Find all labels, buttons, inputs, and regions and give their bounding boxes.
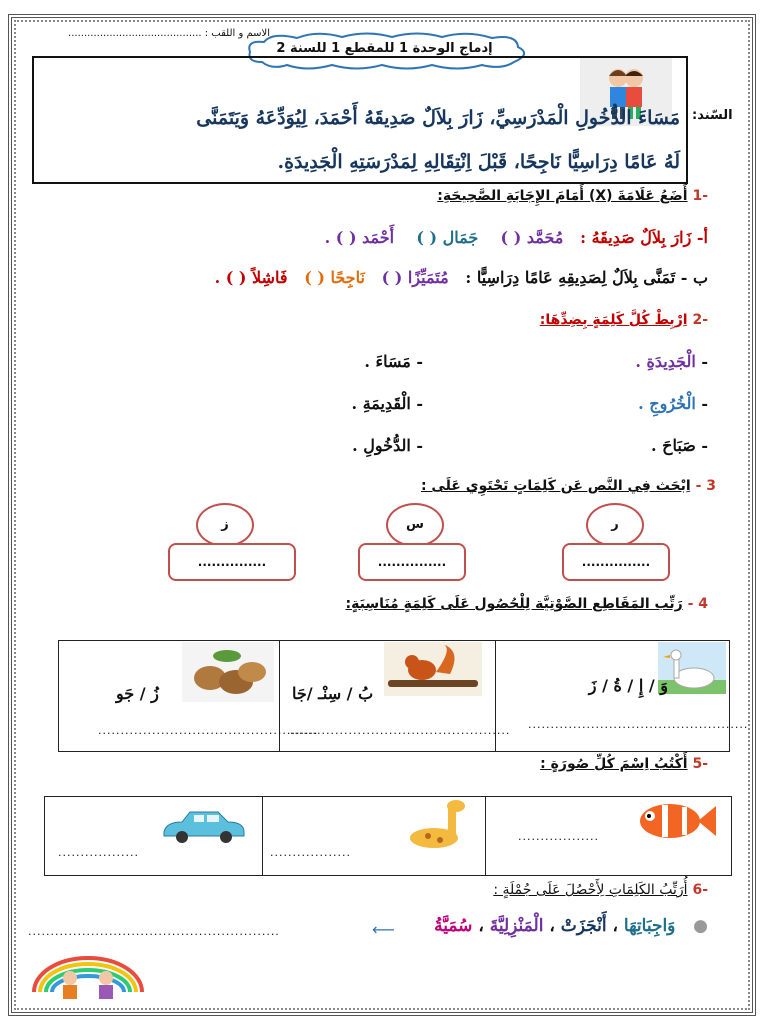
q4-title: 4 - رَتِّب المَقَاطِع الصَّوْتِيَّة لِلْحُصُول عَلَى كَلِمَةٍ مُنَاسِبَةٍ: [345,596,708,612]
q2-left-1[interactable]: - الْجَدِيدَةِ . [635,352,708,371]
syllables-walnut: زُ / جَو [116,684,159,703]
q1-a-row [325,228,708,247]
passage-label: السّند: [692,108,733,123]
q1-a-option-2[interactable]: جَمَال ( ) [416,228,479,247]
q5-answer-fish[interactable]: .................. [518,830,599,843]
car-image [160,810,248,844]
q1-a-option-3[interactable]: أَحْمَد ( ) . [324,228,395,247]
syllables-squirrel: بُ / سِنْـ /جَا [292,684,374,703]
letter-bubble-zay: ز [196,503,254,547]
q4-answer-walnut[interactable]: ................................................. [98,724,319,737]
q4-number: 4 - [687,596,708,612]
q2-left-3[interactable]: - صَبَاحَ . [651,436,708,455]
q1-a-prompt: أ- زَارَ بِلاَلٌ صَدِيقَهُ : [580,228,708,247]
q5-answer-car[interactable]: .................. [58,846,139,859]
q2-right-1[interactable]: - مَسَاءَ . [364,352,423,371]
q6-title: -6 أُرَتِّبُ الكَلِمَاتِ لِأَحْصُلَ عَلَى جُمْلَةٍ : [493,882,708,898]
q2-right-2[interactable]: - الْقَدِيمَةِ . [351,394,423,413]
letter-bubble-ra: ر [586,503,644,547]
giraffe-image [394,798,478,856]
q1-b-option-3[interactable]: فَاشِلاً ( ) . [214,268,288,287]
bullet-icon: ● [693,916,708,936]
goose-image [658,642,726,694]
q3-number: 3 - [695,478,716,494]
kids-rainbow-image [26,952,150,1002]
name-field-label[interactable]: الاسم و اللقب : .......................................... [68,28,270,39]
q5-title: -5 أَكْتُبُ اِسْمَ كُلِّ صُورَةٍ : [540,756,708,772]
q4-answer-goose[interactable]: ................................................. [528,718,749,731]
q2-left-2[interactable]: - الْخُرُوجِ . [638,394,708,413]
q6-words-row: ● وَاجِبَاتِهَا ، أَنْجَزَتْ ، الْمَنْزِلِيَّةَ ، سُمَيَّةُ [434,916,708,936]
q6-word-4: سُمَيَّةُ [434,916,473,936]
answer-box-sin[interactable]: ............... [358,543,466,581]
passage-line-2: لَهُ عَامًا دِرَاسِيًّا نَاجِحًا، قَبْلَ اِنْتِقَالِهِ لِمَدْرَسَتِهِ الْجَدِيدَةِ. [277,151,680,173]
fish-image [632,798,718,844]
squirrel-image [384,642,482,696]
q6-answer-line[interactable]: ........................................................ [28,925,280,938]
q6-word-1: وَاجِبَاتِهَا [623,916,676,936]
q1-b-prompt: ب - تَمَنَّى بِلاَلٌ لِصَدِيقِهِ عَامًا دِرَاسِيًّا : [465,268,708,287]
q6-word-2: أَنْجَزَتْ [560,916,607,936]
q1-title: -1 أَضَعُ عَلَامَةَ (X) أَمَامَ الإِجَابَةِ الصَّحِيحَةِ: [437,188,708,204]
q1-b-row [215,268,708,287]
passage-text [40,96,680,184]
q1-a-option-1[interactable]: مُحَمَّد ( ) [500,228,564,247]
left-arrow-icon: ⟵ [372,920,395,939]
q6-word-3: الْمَنْزِلِيَّةَ [489,916,544,936]
q4-answer-squirrel[interactable]: ................................................. [290,724,511,737]
walnut-image [182,642,274,702]
answer-box-zay[interactable]: ............... [168,543,296,581]
q5-answer-giraffe[interactable]: .................. [270,846,351,859]
q1-b-option-2[interactable]: نَاجِحًا ( ) [304,268,365,287]
q1-number: -1 [692,188,708,204]
passage-line-1: مَسَاءَ الدُّخُولِ الْمَدْرَسِيِّ، زَارَ بِلاَلٌ صَدِيقَهُ أَحْمَدَ، لِيُوَدِّعَهُ وَيَتَمَنَّى [196,107,680,129]
letter-bubble-sin: س [386,503,444,547]
q2-title: -2 اِرْبِطْ كُلَّ كَلِمَةٍ بِضِدِّهَا: [539,312,708,328]
q6-number: -6 [692,882,708,898]
answer-box-ra[interactable]: ............... [562,543,670,581]
cloud-title: إدماج الوحدة 1 للمقطع 1 للسنة 2 [276,41,493,56]
q5-number: -5 [692,756,708,772]
q1-b-option-1[interactable]: مُتَمَيِّزًا ( ) [381,268,449,287]
q5-table [44,796,732,876]
q3-title: 3 - اِبْحَث فِي النَّص عَن كَلِمَاتٍ تَحْتَوِي عَلَى : [420,478,716,494]
q2-right-3[interactable]: - الدُّخُولِ . [352,436,423,455]
q2-number: -2 [692,312,708,328]
syllables-goose: وَ / إِ / ةُ / زَ [588,676,668,695]
